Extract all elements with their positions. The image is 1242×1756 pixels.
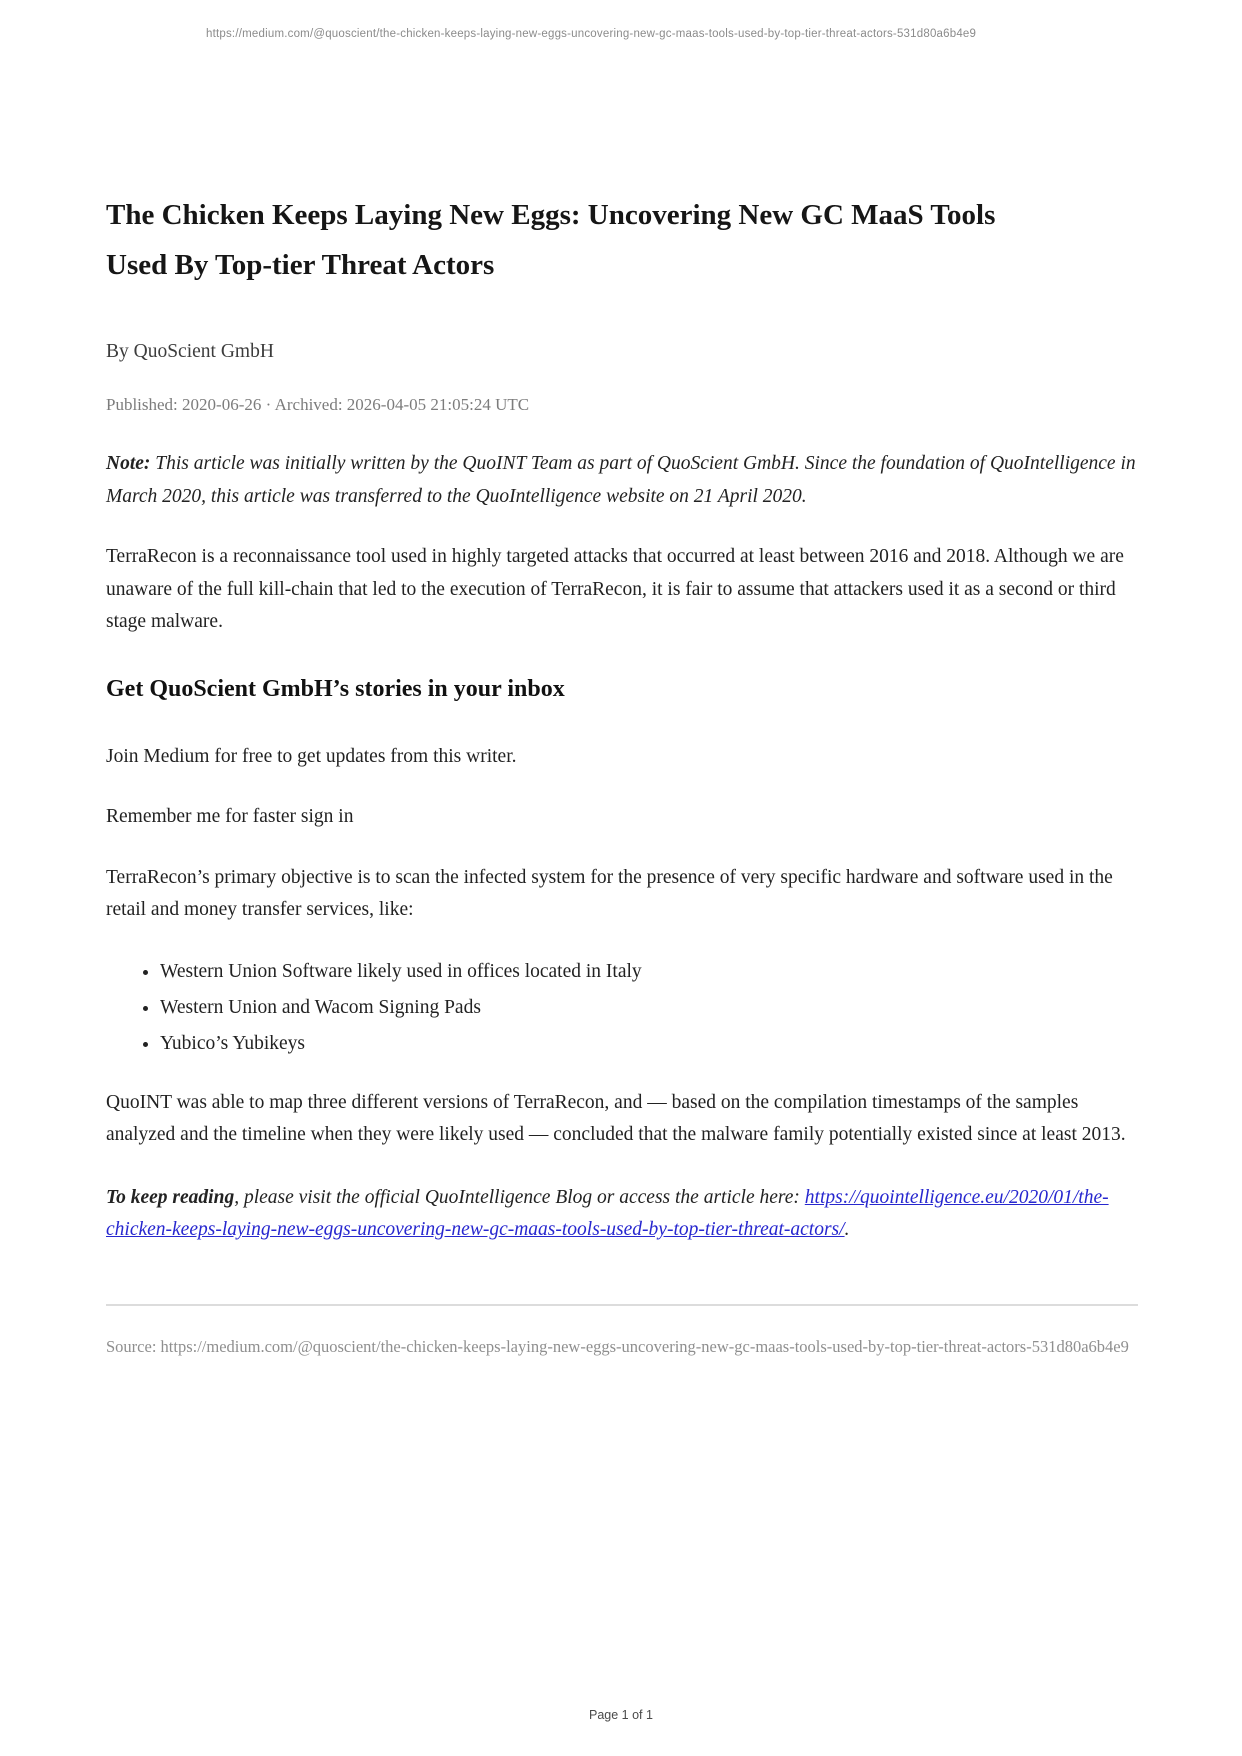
list-item-yubikeys: • Yubico’s Yubikeys xyxy=(160,1029,1138,1059)
inbox-heading: Get QuoScient GmbH’s stories in your inbox xyxy=(106,675,565,702)
remember-me-paragraph: Remember me for faster sign in xyxy=(106,806,354,827)
page-number: Page 1 of 1 xyxy=(589,1708,653,1722)
list-item-signing-pads: • Western Union and Wacom Signing Pads xyxy=(160,993,1138,1023)
quoint-versions-paragraph: QuoINT was able to map three different versions of TerraRecon, and — based on the compilation timestamps of the samples analyzed and the timeline when they were likely used — concluded that the malware family potentially existed since at least 2013. xyxy=(106,1091,1126,1145)
join-medium-paragraph: Join Medium for free to get updates from this writer. xyxy=(106,745,517,767)
keep-reading-period: . xyxy=(844,1219,850,1240)
list-item-western-union-software: • Western Union Software likely used in offices located in Italy xyxy=(160,957,1138,987)
note-text: This article was initially written by the QuoINT Team as part of QuoScient GmbH. Since the foundation of QuoIntelligence in March 2020, this article was transferred to the QuoIntelligence website on 21 April 2020. xyxy=(106,453,1136,507)
hardware-list xyxy=(106,957,1138,1059)
keep-reading-text: , please visit the official QuoIntelligence Blog or access the article here: xyxy=(234,1186,805,1208)
quointelligence-article-link[interactable]: https://quointelligence.eu/2020/01/the-chicken-keeps-laying-new-eggs-uncovering-new-gc-maas-tools-used-by-top-tier-threat-actors/ xyxy=(106,1186,1109,1240)
terrarecon-intro-paragraph: TerraRecon is a reconnaissance tool used in highly targeted attacks that occurred at least between 2016 and 2018. Although we are unaware of the full kill-chain that led to the execution of TerraRecon, it is fair to assume that attackers used it as a second or third stage malware. xyxy=(106,546,1124,632)
published-archived-meta: Published: 2020-06-26 · Archived: 2026-04-05 21:05:24 UTC xyxy=(106,395,530,414)
keep-reading-paragraph xyxy=(106,1182,1138,1247)
byline: By QuoScient GmbH xyxy=(106,341,274,362)
keep-reading-label: To keep reading xyxy=(106,1186,235,1208)
objective-paragraph: TerraRecon’s primary objective is to scan the infected system for the presence of very specific hardware and software used in the retail and money transfer services, like: xyxy=(106,866,1113,920)
source-url-line: Source: https://medium.com/@quoscient/the-chicken-keeps-laying-new-eggs-uncovering-new-gc-maas-tools-used-by-top-tier-threat-actors-531d80a6b4e9 xyxy=(106,1336,1129,1356)
print-header-url: https://medium.com/@quoscient/the-chicken-keeps-laying-new-eggs-uncovering-new-gc-maas-tools-used-by-top-tier-threat-actors-531d80a6b4e9 xyxy=(206,28,977,40)
note-label: Note: xyxy=(106,453,151,474)
note-paragraph xyxy=(106,448,1138,513)
article-title: The Chicken Keeps Laying New Eggs: Uncovering New GC MaaS Tools Used By Top-tier Threat Actors xyxy=(106,199,996,281)
footer-divider xyxy=(106,1304,1138,1306)
